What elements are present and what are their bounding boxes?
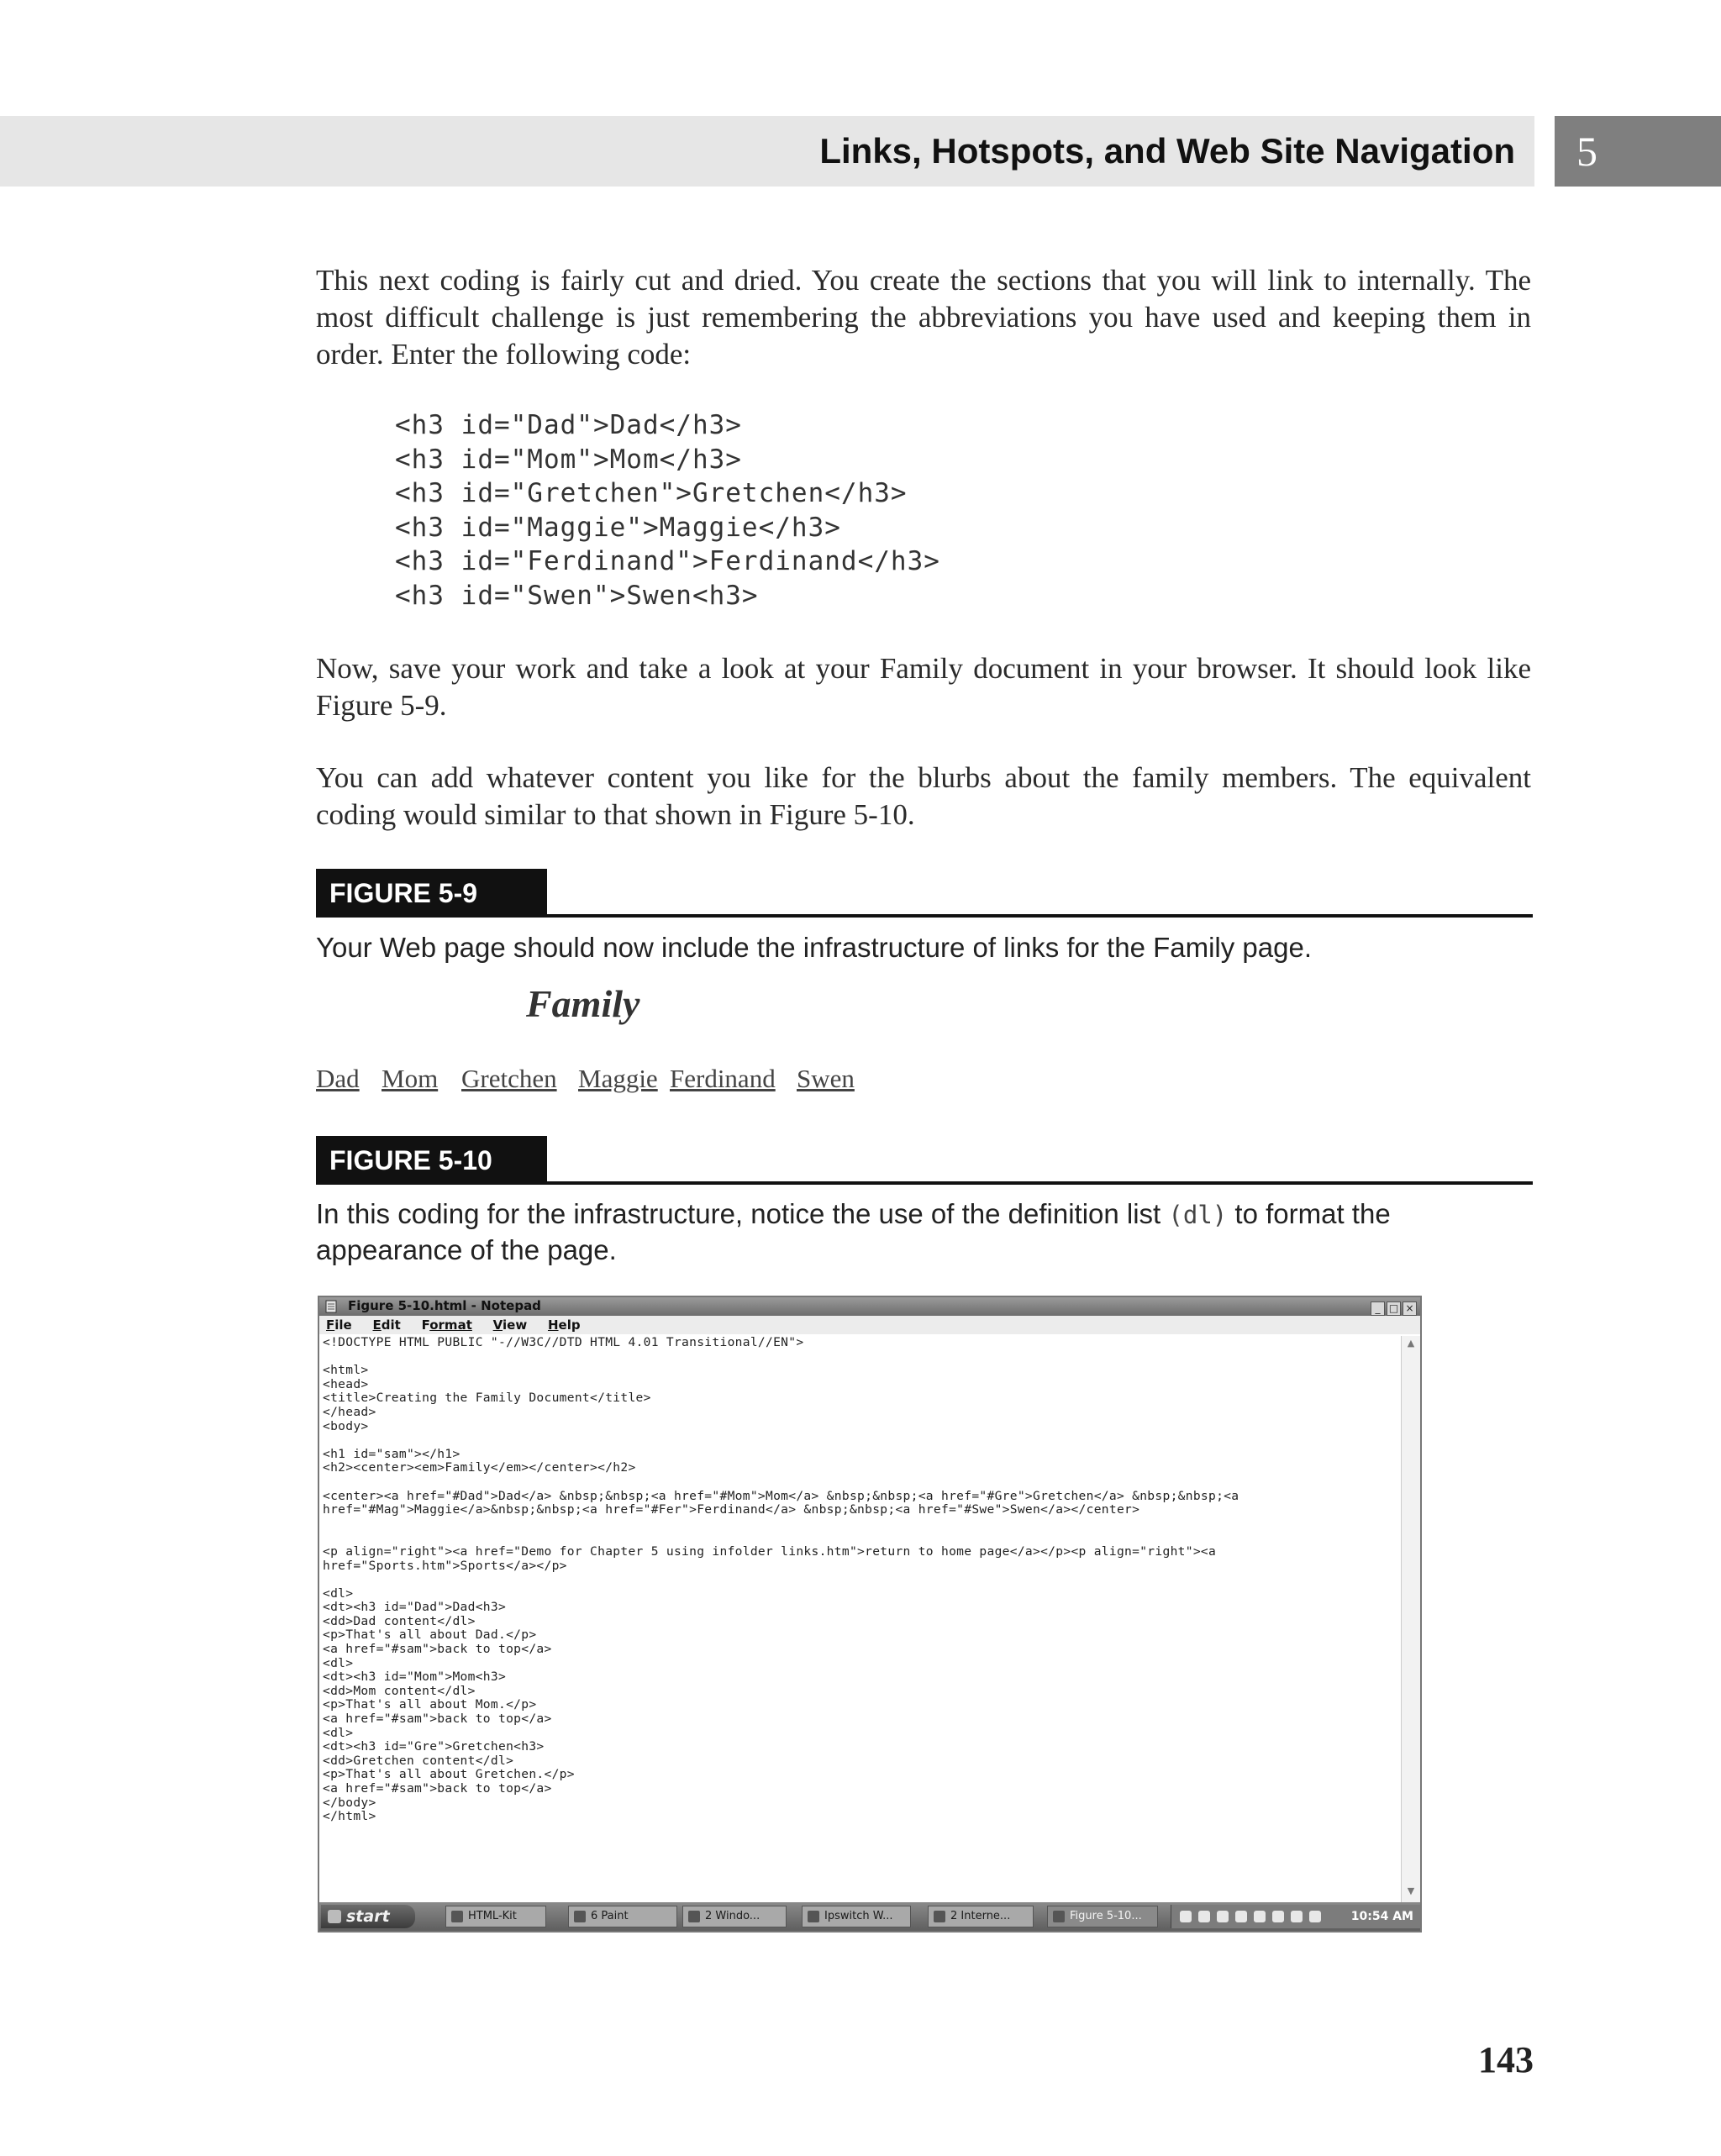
editor-line: <dd>Dad content</dl> <box>323 1613 476 1628</box>
minimize-button[interactable]: _ <box>1371 1301 1385 1316</box>
code-line: <h3 id="Maggie">Maggie</h3> <box>395 512 841 543</box>
menu-bar <box>319 1316 1420 1334</box>
editor-text-area[interactable] <box>323 1336 1400 1824</box>
editor-line: </html> <box>323 1809 376 1824</box>
editor-line <box>323 1433 1400 1448</box>
figure-5-9-label: FIGURE 5-9 <box>316 869 547 918</box>
figure-5-10-caption <box>316 1196 1534 1268</box>
paragraph-content: You can add whatever content you like for the blurbs about the family members. The equivalent coding would similar to that shown in Figure 5-10. <box>316 761 1531 831</box>
tray-icon[interactable] <box>1291 1911 1303 1922</box>
link-maggie[interactable]: Maggie <box>578 1064 658 1093</box>
window-title: Figure 5-10.html - Notepad <box>348 1298 541 1313</box>
caption-text: In this coding for the infrastructure, notice the use of the definition list <box>316 1198 1169 1229</box>
family-heading: Family <box>526 982 640 1025</box>
paragraph-intro: This next coding is fairly cut and dried. You create the sections that you will link to internally. The most difficult challenge is just remembering the abbreviations you have used and keeping them in order. Enter the following code: <box>316 264 1531 371</box>
editor-line <box>323 1531 1400 1545</box>
taskbar-item[interactable]: Ipswitch W... <box>802 1906 911 1927</box>
scroll-down-arrow-icon[interactable]: ▼ <box>1407 1885 1415 1896</box>
editor-line: <dt><h3 id="Mom">Mom<h3> <box>323 1670 507 1685</box>
windows-taskbar <box>319 1902 1420 1931</box>
figure-5-10-header <box>316 1136 1533 1185</box>
notepad-screenshot <box>318 1296 1422 1933</box>
menu-file[interactable]: File <box>326 1317 352 1333</box>
page-number: 143 <box>1478 2039 1534 2080</box>
editor-line <box>323 1475 1400 1490</box>
editor-line: <dl> <box>323 1725 354 1740</box>
editor-line: <h1 id="sam"></h1> <box>323 1446 461 1461</box>
editor-line: <a href="#sam">back to top</a> <box>323 1781 552 1796</box>
tray-icon[interactable] <box>1254 1911 1266 1922</box>
editor-line <box>323 1350 1400 1365</box>
editor-line <box>323 1573 1400 1587</box>
editor-line: <body> <box>323 1418 369 1433</box>
scroll-up-arrow-icon[interactable]: ▲ <box>1407 1338 1415 1349</box>
chapter-number-tab: 5 <box>1555 116 1721 187</box>
editor-line: <dl> <box>323 1655 354 1670</box>
editor-line: <p>That's all about Gretchen.</p> <box>323 1767 575 1782</box>
editor-line: <!DOCTYPE HTML PUBLIC "-//W3C//DTD HTML 4.01 Transitional//EN"> <box>323 1335 804 1349</box>
ftp-icon <box>808 1911 819 1922</box>
figure-rule <box>547 914 1533 918</box>
editor-line: <h2><center><em>Family</em></center></h2> <box>323 1460 636 1475</box>
taskbar-item[interactable]: 6 Paint <box>568 1906 677 1927</box>
tray-icon[interactable] <box>1180 1911 1192 1922</box>
window-controls <box>1369 1299 1417 1314</box>
figure-5-9-header <box>316 869 1533 918</box>
tray-icon[interactable] <box>1235 1911 1247 1922</box>
link-ferdinand[interactable]: Ferdinand <box>670 1064 776 1093</box>
tray-icon[interactable] <box>1272 1911 1284 1922</box>
editor-line: <html> <box>323 1363 369 1378</box>
editor-line: <a href="#sam">back to top</a> <box>323 1712 552 1727</box>
editor-line: <p align="right"><a href="Demo for Chapter 5 using infolder links.htm">return to home page</a></p><p align="right"><a <box>323 1543 1217 1559</box>
link-swen[interactable]: Swen <box>797 1064 855 1093</box>
figure-5-10-label: FIGURE 5-10 <box>316 1136 547 1185</box>
editor-line: <center><a href="#Dad">Dad</a> &nbsp;&nbsp;<a href="#Mom">Mom</a> &nbsp;&nbsp;<a href="#Gre">Gretchen</a> &nbsp;&nbsp;<a <box>323 1488 1239 1503</box>
tray-icon[interactable] <box>1217 1911 1229 1922</box>
editor-line: <dt><h3 id="Gre">Gretchen<h3> <box>323 1739 545 1754</box>
editor-line: <a href="#sam">back to top</a> <box>323 1642 552 1657</box>
editor-line: <head> <box>323 1376 369 1391</box>
menu-help[interactable]: Help <box>547 1317 581 1333</box>
editor-line: <dd>Mom content</dl> <box>323 1683 476 1698</box>
taskbar-item[interactable]: HTML-Kit <box>445 1906 546 1927</box>
menu-format[interactable]: Format <box>421 1317 472 1333</box>
folder-icon <box>688 1911 700 1922</box>
caption-text: to format the appearance of the page. <box>316 1198 1391 1265</box>
taskbar-item[interactable]: 2 Interne... <box>928 1906 1034 1927</box>
vertical-scrollbar[interactable] <box>1401 1336 1420 1902</box>
maximize-button[interactable]: □ <box>1387 1301 1401 1316</box>
figure-5-9-caption: Your Web page should now include the infrastructure of links for the Family page. <box>316 932 1313 963</box>
caption-code: (dl) <box>1168 1201 1228 1229</box>
editor-line: <title>Creating the Family Document</title> <box>323 1391 651 1406</box>
editor-line: <p>That's all about Dad.</p> <box>323 1628 537 1643</box>
code-line: <h3 id="Dad">Dad</h3> <box>395 410 742 440</box>
running-header-title: Links, Hotspots, and Web Site Navigation <box>819 131 1515 171</box>
windows-flag-icon <box>328 1910 341 1923</box>
menu-view[interactable]: View <box>492 1317 528 1333</box>
code-line: <h3 id="Gretchen">Gretchen</h3> <box>395 478 908 508</box>
tray-icon[interactable] <box>1198 1911 1210 1922</box>
editor-line: href="Sports.htm">Sports</a></p> <box>323 1558 567 1573</box>
editor-line: </body> <box>323 1795 376 1810</box>
link-gretchen[interactable]: Gretchen <box>461 1064 557 1093</box>
close-button[interactable]: × <box>1403 1301 1417 1316</box>
taskbar-clock: 10:54 AM <box>1350 1910 1413 1923</box>
paint-icon <box>574 1911 586 1922</box>
editor-line: <p>That's all about Mom.</p> <box>323 1697 537 1712</box>
notepad-icon <box>1053 1911 1065 1922</box>
editor-line <box>323 1517 1400 1532</box>
paragraph-save: Now, save your work and take a look at your Family document in your browser. It should look like Figure 5-9. <box>316 652 1531 722</box>
browser-icon <box>934 1911 945 1922</box>
figure-rule <box>547 1181 1533 1185</box>
start-button[interactable]: start <box>321 1905 415 1928</box>
code-line: <h3 id="Mom">Mom</h3> <box>395 444 742 475</box>
taskbar-item-active[interactable]: Figure 5-10... <box>1047 1906 1158 1927</box>
editor-line: href="#Mag">Maggie</a>&nbsp;&nbsp;<a href="#Fer">Ferdinand</a> &nbsp;&nbsp;<a href="#Swe">Swen</a></center> <box>323 1502 1140 1517</box>
code-line: <h3 id="Ferdinand">Ferdinand</h3> <box>395 546 940 576</box>
menu-edit[interactable]: Edit <box>372 1317 401 1333</box>
link-dad[interactable]: Dad <box>316 1064 360 1093</box>
taskbar-item[interactable]: 2 Windo... <box>682 1906 787 1927</box>
code-line: <h3 id="Swen">Swen<h3> <box>395 580 759 611</box>
app-icon <box>451 1911 463 1922</box>
notepad-app-icon <box>324 1300 339 1313</box>
window-titlebar[interactable] <box>319 1297 1420 1316</box>
editor-line: <dd>Gretchen content</dl> <box>323 1753 514 1768</box>
tray-icon[interactable] <box>1309 1911 1321 1922</box>
editor-line: </head> <box>323 1404 376 1419</box>
link-mom[interactable]: Mom <box>382 1064 439 1093</box>
code-listing <box>395 408 940 613</box>
editor-line: <dl> <box>323 1585 354 1601</box>
editor-line: <dt><h3 id="Dad">Dad<h3> <box>323 1600 507 1615</box>
system-tray <box>1171 1905 1420 1928</box>
